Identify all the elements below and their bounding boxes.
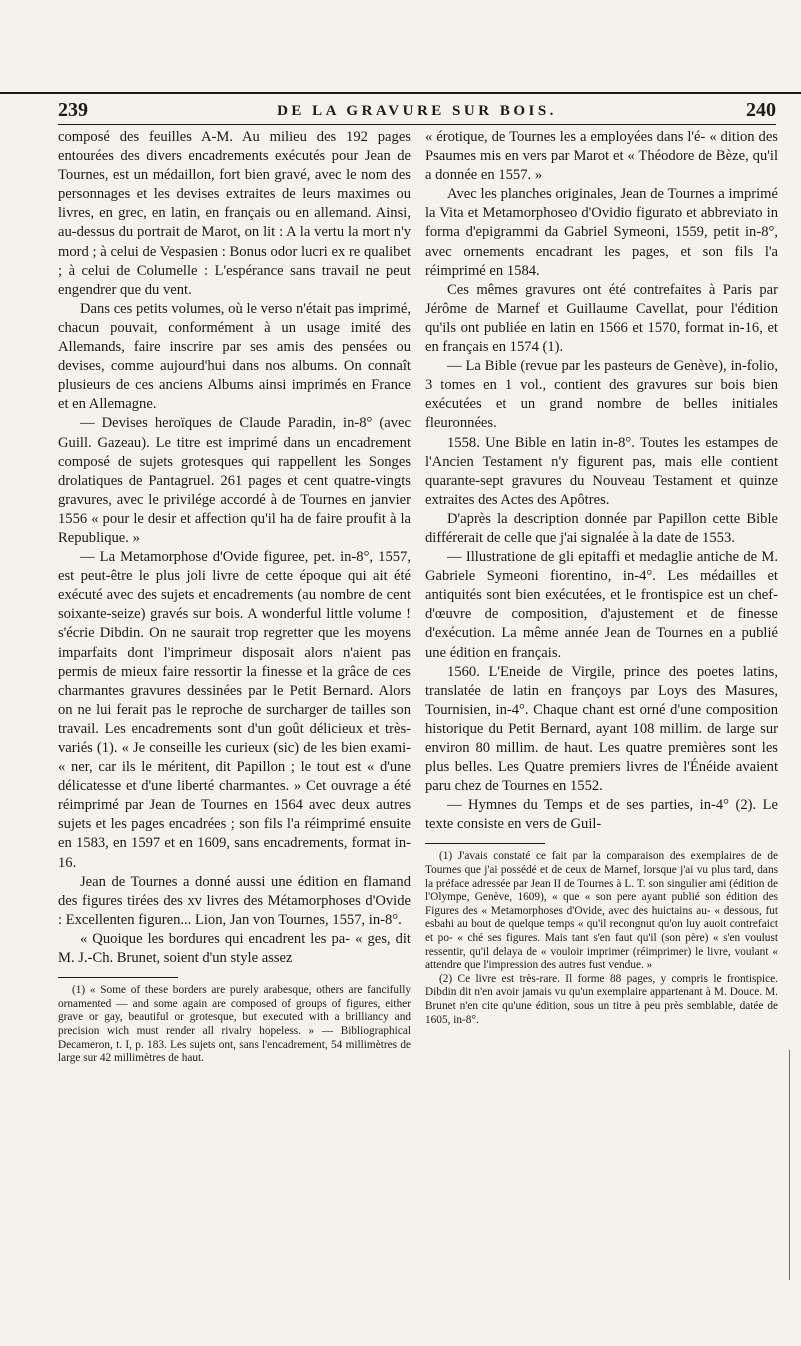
top-rule	[0, 92, 801, 94]
margin-line	[789, 1050, 790, 1280]
paragraph: — Hymnes du Temps et de ses parties, in-4° (2). Le texte consiste en vers de Guil-	[425, 797, 778, 833]
footnote-rule	[58, 977, 178, 978]
paragraph: « érotique, de Tournes les a employées dans l'é- « dition des Psaumes mis en vers par Marot et « Théodore de Bèze, qu'il a donnée en 1557. »	[425, 129, 778, 184]
page-number-right: 240	[746, 99, 776, 121]
paragraph: — Illustratione de gli epitaffi et medaglie antiche de M. Gabriele Symeoni fiorentino, in-4°. Les médailles et antiquités sont bien exécutées, et le frontispice est un chef-d'œuvre de composition, d'ajustement et de finesse d'exécution. La même année Jean de Tournes en a publié une édition en français.	[425, 549, 778, 661]
footnote-rule	[425, 843, 545, 844]
paragraph: — La Metamorphose d'Ovide figuree, pet. in-8°, 1557, est peut-être le plus joli livre de cette époque qui ait été exécuté avec des sujets et encadrements (au nombre de cent soixante-seize) gravés sur bois. A wonderful little volume ! s'écrie Dibdin. On ne saurait trop regretter que les moyens imparfaits dont l'imprimeur disposait alors n'aient pas permis de mieux faire ressortir la finesse et la grâce de ces charmantes gravures dessinées par le Petit Bernard. Alors on ne lui ferait pas le reproche de surcharger de tailles son travail. Les encadrements sont d'un goût délicieux et très-variés (1). « Je conseille les curieux (sic) de les bien exami- « ner, car ils le méritent, dit Papillon ; le tout est « d'une délicatesse et d'une liberté charmantes. » Cet ouvrage a été réimprimé par Jean de Tournes en 1564 avec deux autres sujets et les pages encadrées ; son fils l'a réimprimé ensuite en 1583, en 1597 et en 1609, sans encadrements, format in-16.	[58, 549, 411, 871]
footnote: (1) J'avais constaté ce fait par la comparaison des exemplaires de de Tournes que j'ai possédé et de ceux de Marnef, lorsque j'ai vu plus tard, dans la préface adressée par Jean II de Tournes à L. T. son singulier ami (édition de l'Olympe, Genève, 1609), « que « son pere ayant publié son édition des Figures des « Metamorphoses d'Ovide, avec des huictains au- « dessous, fut esbahi au bout de quelque temps « qu'il recongnut qu'on luy auoit contrefaict et po- « ché ses figures. Mais tant s'en faut qu'il (son père) « s'en voulust ressentir, qu'il delaya de « vouloir imprimer (réimprimer) le livre, voulant « attendre que l'impression des autres fust vendue. »	[425, 850, 778, 972]
paragraph: Jean de Tournes a donné aussi une édition en flamand des figures tirées des xv livres des Métamorphoses d'Ovide : Excellenten figuren... Lion, Jan von Tournes, 1557, in-8°.	[58, 873, 411, 928]
paragraph: « Quoique les bordures qui encadrent les pa- « ges, dit M. J.-Ch. Brunet, soient d'un style assez	[58, 930, 411, 967]
page-number-left: 239	[58, 99, 88, 121]
paragraph: Avec les planches originales, Jean de Tournes a imprimé la Vita et Metamorphoseo d'Ovidio figurato et abbreviato in forma d'epigrammi da Gabriel Symeoni, 1559, petit in-8°, avec ornements encadrant les pages, et son fils l'a réimprimé en 1584.	[425, 186, 778, 279]
running-title: DE LA GRAVURE SUR BOIS.	[277, 103, 557, 119]
paragraph: 1560. L'Eneide de Virgile, prince des poetes latins, translatée de latin en françoys par Loys des Masures, Tournisien, in-4°. Chaque chant est orné d'une composition historique du Petit Bernard, ayant 108 millim. de large sur environ 80 millim. de haut. Les quatre premières sont les plus belles. Les Quatre premiers livres de l'Énéide avaient paru chez de Tournes en 1552.	[425, 663, 778, 795]
paragraph: 1558. Une Bible en latin in-8°. Toutes les estampes de l'Ancien Testament n'y figurent pas, mais elle contient quarante-sept gravures du Nouveau Testament et quinze extraites des Actes des Apôtres.	[425, 434, 778, 508]
paragraph: Dans ces petits volumes, où le verso n'était pas imprimé, chacun pouvait, conformément à un usage imité des Allemands, faire inscrire par ses amis des pensées ou devises, comme aujourd'hui dans nos albums. On connaît plusieurs de ces anciens Albums ainsi imprimés en France et en Allemagne.	[58, 300, 411, 413]
header-rule	[58, 124, 776, 125]
paragraph: — La Bible (revue par les pasteurs de Genève), in-folio, 3 tomes en 1 vol., contient des gravures sur bois bien exécutées et un grand nombre de belles initiales fleuronnées.	[425, 358, 778, 432]
paragraph: D'après la description donnée par Papillon cette Bible différerait de celle que j'ai signalée à la date de 1553.	[425, 510, 778, 546]
right-column	[425, 128, 778, 1027]
footnote: (2) Ce livre est très-rare. Il forme 88 pages, y compris le frontispice. Dibdin dit n'en avoir jamais vu qu'un exemplaire appartenant à M. Douce. M. Brunet n'en cite qu'une édition, sous un titre à peu près semblable, datée de 1605, in-8°.	[425, 972, 778, 1026]
page-header	[58, 98, 776, 122]
left-column	[58, 128, 411, 1066]
paragraph: — Devises heroïques de Claude Paradin, in-8° (avec Guill. Gazeau). Le titre est imprimé dans un encadrement composé de sujets grotesques qui rappellent les Songes drolatiques de Pantagruel. 261 pages et cent quatre-vingts gravures, avec le privilége accordé à de Tournes en janvier 1556 « pour le desir et affection qu'il ha de faire proufit à la Republique. »	[58, 415, 411, 546]
paragraph: Ces mêmes gravures ont été contrefaites à Paris par Jérôme de Marnef et Guillaume Cavellat, pour l'édition qu'ils ont publiée en latin en 1566 et 1570, format in-16, et en français en 1574 (1).	[425, 281, 778, 356]
paragraph: composé des feuilles A-M. Au milieu des 192 pages entourées des divers encadrements exécutés pour Jean de Tournes, est un médaillon, fort bien gravé, avec le nom des personnages et les devises extraites de leurs maximes ou livres, en grec, en latin, en français ou en allemand. Ainsi, au-dessus du portrait de Marot, on lit : A la vertu la mort n'y mord ; à celui de Vespasien : Bonus odor lucri ex re qualibet ; à celui de Columelle : L'espérance sans travail ne peut engendrer que du vent.	[58, 129, 411, 298]
footnote: (1) « Some of these borders are purely arabesque, others are fancifully ornamented — and some again are composed of groups of figures, either grave or gay, beautiful or grotesque, but executed with a brilliancy and precision wich must render all rivalry hopeless. » — Bibliographical Decameron, t. I, p. 183. Les sujets ont, sans l'encadrement, 54 millimètres de large sur 42 millimètres de haut.	[58, 984, 411, 1065]
